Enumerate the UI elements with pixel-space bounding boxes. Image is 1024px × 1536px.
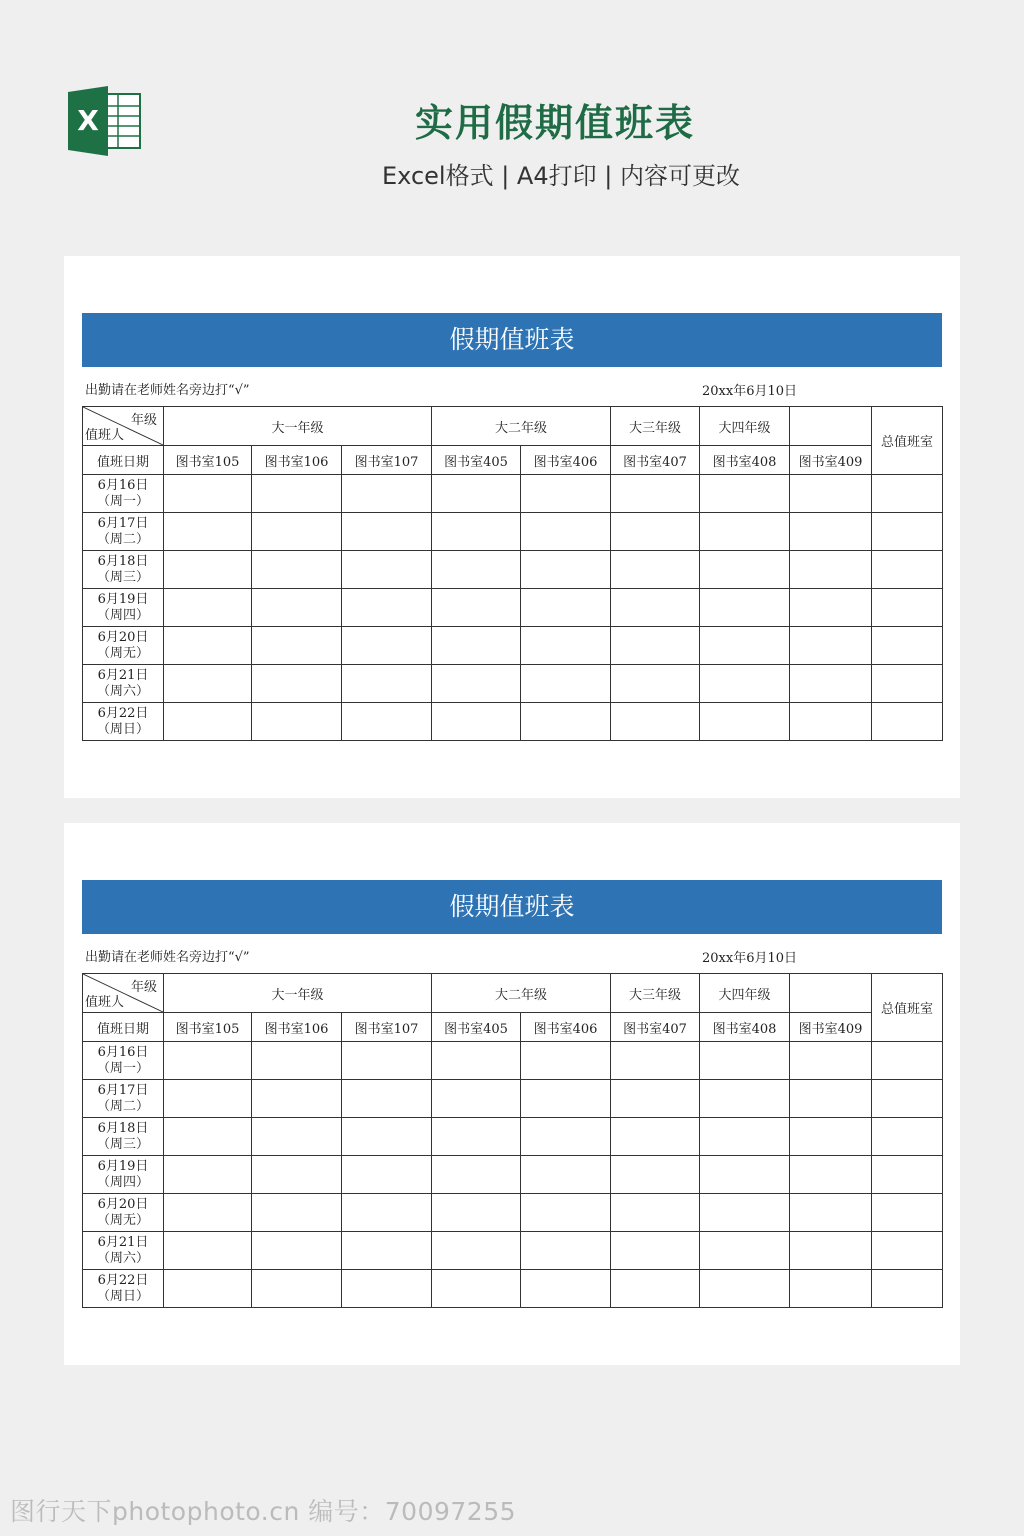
duty-cell[interactable] — [790, 703, 872, 741]
duty-cell[interactable] — [342, 703, 432, 741]
duty-cell[interactable] — [521, 1156, 611, 1194]
sheet-note: 出勤请在老师姓名旁边打“√” — [85, 383, 250, 398]
duty-cell[interactable] — [164, 1232, 252, 1270]
duty-cell[interactable] — [790, 1270, 872, 1308]
duty-cell[interactable] — [700, 1194, 790, 1232]
duty-cell[interactable] — [432, 551, 521, 589]
corner-header — [83, 974, 164, 1013]
duty-cell[interactable] — [252, 513, 342, 551]
duty-cell[interactable] — [872, 1194, 943, 1232]
duty-date-cell — [83, 627, 164, 665]
duty-cell[interactable] — [252, 1232, 342, 1270]
duty-cell[interactable] — [611, 1118, 700, 1156]
table-row — [83, 1232, 943, 1270]
duty-cell[interactable] — [432, 703, 521, 741]
duty-cell[interactable] — [700, 551, 790, 589]
room-header: 图书室409 — [790, 1013, 872, 1042]
table-row — [83, 513, 943, 551]
duty-date: 6月19日 — [97, 591, 149, 607]
duty-weekday: （周日） — [96, 1288, 149, 1304]
duty-date-cell — [83, 1080, 164, 1118]
duty-cell[interactable] — [611, 475, 700, 513]
duty-cell[interactable] — [700, 475, 790, 513]
duty-cell[interactable] — [521, 475, 611, 513]
grade-header: 大一年级 — [164, 974, 432, 1013]
table-row — [83, 1080, 943, 1118]
room-header: 图书室405 — [432, 1013, 521, 1042]
duty-date-cell — [83, 551, 164, 589]
duty-cell[interactable] — [252, 1270, 342, 1308]
duty-weekday: （周一） — [96, 1060, 149, 1076]
duty-cell[interactable] — [164, 1270, 252, 1308]
duty-weekday: （周六） — [96, 1250, 149, 1266]
duty-cell[interactable] — [432, 1194, 521, 1232]
duty-date: 6月21日 — [97, 1234, 149, 1250]
duty-cell[interactable] — [342, 1232, 432, 1270]
duty-date-cell — [83, 1042, 164, 1080]
sheet-banner: 假期值班表 — [82, 313, 942, 367]
corner-header — [83, 407, 164, 446]
grade-header: 大三年级 — [611, 407, 700, 446]
duty-cell[interactable] — [521, 1042, 611, 1080]
duty-date-cell — [83, 589, 164, 627]
duty-date: 6月18日 — [97, 553, 149, 569]
duty-cell[interactable] — [790, 551, 872, 589]
duty-cell[interactable] — [252, 551, 342, 589]
duty-cell[interactable] — [252, 1156, 342, 1194]
duty-cell[interactable] — [342, 1080, 432, 1118]
table-row — [83, 665, 943, 703]
duty-weekday: （周无） — [96, 645, 149, 661]
table-row — [83, 703, 943, 741]
duty-cell[interactable] — [700, 703, 790, 741]
duty-cell[interactable] — [700, 1156, 790, 1194]
grade-header: 大四年级 — [700, 974, 790, 1013]
duty-date: 6月18日 — [97, 1120, 149, 1136]
duty-date: 6月22日 — [97, 705, 149, 721]
duty-cell[interactable] — [252, 589, 342, 627]
duty-cell[interactable] — [164, 1194, 252, 1232]
room-header: 图书室105 — [164, 1013, 252, 1042]
sheet-note: 出勤请在老师姓名旁边打“√” — [85, 950, 250, 965]
duty-cell[interactable] — [611, 513, 700, 551]
duty-cell[interactable] — [700, 665, 790, 703]
duty-date-cell — [83, 475, 164, 513]
duty-cell[interactable] — [432, 1232, 521, 1270]
duty-date: 6月16日 — [97, 1044, 149, 1060]
duty-date-cell — [83, 703, 164, 741]
duty-date-cell — [83, 513, 164, 551]
duty-table — [82, 973, 943, 1308]
room-header: 图书室408 — [700, 446, 790, 475]
table-row — [83, 551, 943, 589]
duty-cell[interactable] — [342, 627, 432, 665]
duty-weekday: （周三） — [96, 1136, 149, 1152]
duty-cell[interactable] — [432, 1042, 521, 1080]
duty-cell[interactable] — [872, 1042, 943, 1080]
duty-date-cell — [83, 1232, 164, 1270]
duty-cell[interactable] — [872, 589, 943, 627]
duty-date-cell — [83, 1118, 164, 1156]
duty-weekday: （周日） — [96, 721, 149, 737]
duty-cell[interactable] — [611, 1042, 700, 1080]
duty-cell[interactable] — [790, 513, 872, 551]
duty-cell[interactable] — [872, 1080, 943, 1118]
duty-cell[interactable] — [872, 513, 943, 551]
duty-cell[interactable] — [252, 475, 342, 513]
corner-grade-label: 年级 — [130, 980, 157, 995]
duty-cell[interactable] — [164, 1118, 252, 1156]
duty-cell[interactable] — [521, 1194, 611, 1232]
room-header: 图书室406 — [521, 1013, 611, 1042]
duty-cell[interactable] — [700, 1232, 790, 1270]
duty-cell[interactable] — [872, 1270, 943, 1308]
duty-cell[interactable] — [342, 475, 432, 513]
duty-cell[interactable] — [790, 665, 872, 703]
duty-cell[interactable] — [790, 627, 872, 665]
table-row — [83, 1156, 943, 1194]
duty-cell[interactable] — [164, 1080, 252, 1118]
total-duty-header: 总值班室 — [872, 974, 943, 1042]
duty-date-cell — [83, 1270, 164, 1308]
room-header: 图书室407 — [611, 1013, 700, 1042]
duty-date: 6月20日 — [97, 1196, 149, 1212]
duty-cell[interactable] — [872, 627, 943, 665]
duty-cell[interactable] — [342, 551, 432, 589]
duty-weekday: （周四） — [96, 607, 149, 623]
duty-cell[interactable] — [342, 665, 432, 703]
duty-cell[interactable] — [521, 703, 611, 741]
duty-cell[interactable] — [252, 1118, 342, 1156]
duty-cell[interactable] — [521, 513, 611, 551]
date-column-header: 值班日期 — [83, 1013, 164, 1042]
duty-cell[interactable] — [164, 513, 252, 551]
duty-cell[interactable] — [611, 1080, 700, 1118]
duty-date: 6月21日 — [97, 667, 149, 683]
room-header: 图书室408 — [700, 1013, 790, 1042]
duty-date: 6月22日 — [97, 1272, 149, 1288]
duty-cell[interactable] — [700, 513, 790, 551]
duty-weekday: （周一） — [96, 493, 149, 509]
excel-logo-letter: X — [77, 104, 99, 137]
duty-cell[interactable] — [872, 551, 943, 589]
date-column-header: 值班日期 — [83, 446, 164, 475]
grade-header: 大四年级 — [700, 407, 790, 446]
duty-cell[interactable] — [432, 1080, 521, 1118]
duty-cell[interactable] — [521, 1270, 611, 1308]
duty-cell[interactable] — [872, 665, 943, 703]
duty-cell[interactable] — [521, 1080, 611, 1118]
duty-cell[interactable] — [611, 1156, 700, 1194]
duty-cell[interactable] — [790, 1194, 872, 1232]
duty-weekday: （周二） — [96, 1098, 149, 1114]
table-row — [83, 627, 943, 665]
watermark: 图行天下photophoto.cn 编号：70097255 — [10, 1497, 517, 1526]
duty-cell[interactable] — [432, 513, 521, 551]
room-header: 图书室407 — [611, 446, 700, 475]
duty-cell[interactable] — [790, 1080, 872, 1118]
corner-staff-label: 值班人 — [85, 428, 125, 443]
duty-weekday: （周无） — [96, 1212, 149, 1228]
room-header: 图书室406 — [521, 446, 611, 475]
page-title: 实用假期值班表 — [414, 101, 695, 145]
duty-cell[interactable] — [432, 1118, 521, 1156]
room-header: 图书室106 — [252, 1013, 342, 1042]
duty-cell[interactable] — [700, 1118, 790, 1156]
duty-cell[interactable] — [790, 1232, 872, 1270]
duty-cell[interactable] — [611, 1194, 700, 1232]
duty-weekday: （周四） — [96, 1174, 149, 1190]
duty-weekday: （周三） — [96, 569, 149, 585]
sheet-date: 20xx年6月10日 — [702, 384, 798, 399]
duty-cell[interactable] — [164, 551, 252, 589]
duty-date: 6月19日 — [97, 1158, 149, 1174]
duty-sheet-2 — [64, 823, 960, 1365]
duty-cell[interactable] — [872, 1156, 943, 1194]
room-header: 图书室107 — [342, 446, 432, 475]
duty-cell[interactable] — [252, 1080, 342, 1118]
grade-header: 大二年级 — [432, 974, 611, 1013]
room-header: 图书室105 — [164, 446, 252, 475]
duty-cell[interactable] — [164, 475, 252, 513]
grade-header — [790, 407, 872, 446]
duty-date: 6月17日 — [97, 515, 149, 531]
duty-cell[interactable] — [164, 1042, 252, 1080]
duty-cell[interactable] — [252, 627, 342, 665]
duty-cell[interactable] — [342, 1042, 432, 1080]
duty-cell[interactable] — [872, 1118, 943, 1156]
corner-staff-label: 值班人 — [85, 995, 125, 1010]
duty-cell[interactable] — [342, 513, 432, 551]
duty-cell[interactable] — [342, 1156, 432, 1194]
duty-cell[interactable] — [521, 1232, 611, 1270]
duty-cell[interactable] — [521, 627, 611, 665]
duty-cell[interactable] — [252, 1042, 342, 1080]
duty-date: 6月17日 — [97, 1082, 149, 1098]
duty-weekday: （周六） — [96, 683, 149, 699]
table-row — [83, 475, 943, 513]
duty-cell[interactable] — [432, 475, 521, 513]
grade-header: 大一年级 — [164, 407, 432, 446]
duty-cell[interactable] — [432, 1156, 521, 1194]
duty-cell[interactable] — [872, 475, 943, 513]
duty-cell[interactable] — [611, 703, 700, 741]
table-row — [83, 1270, 943, 1308]
duty-cell[interactable] — [790, 1042, 872, 1080]
duty-cell[interactable] — [872, 703, 943, 741]
duty-cell[interactable] — [872, 1232, 943, 1270]
duty-cell[interactable] — [252, 1194, 342, 1232]
duty-cell[interactable] — [342, 1118, 432, 1156]
grade-header: 大三年级 — [611, 974, 700, 1013]
duty-cell[interactable] — [700, 589, 790, 627]
duty-cell[interactable] — [252, 665, 342, 703]
duty-cell[interactable] — [611, 589, 700, 627]
room-header: 图书室107 — [342, 1013, 432, 1042]
duty-cell[interactable] — [611, 627, 700, 665]
duty-cell[interactable] — [611, 1270, 700, 1308]
duty-cell[interactable] — [342, 1270, 432, 1308]
table-row — [83, 1118, 943, 1156]
table-row — [83, 1042, 943, 1080]
duty-cell[interactable] — [164, 665, 252, 703]
duty-cell[interactable] — [790, 1156, 872, 1194]
table-row — [83, 1194, 943, 1232]
duty-cell[interactable] — [432, 665, 521, 703]
duty-date: 6月20日 — [97, 629, 149, 645]
duty-cell[interactable] — [790, 589, 872, 627]
duty-cell[interactable] — [700, 627, 790, 665]
duty-cell[interactable] — [432, 627, 521, 665]
duty-cell[interactable] — [611, 665, 700, 703]
duty-cell[interactable] — [700, 1080, 790, 1118]
duty-cell[interactable] — [521, 665, 611, 703]
sheet-banner: 假期值班表 — [82, 880, 942, 934]
duty-cell[interactable] — [252, 703, 342, 741]
duty-cell[interactable] — [432, 589, 521, 627]
duty-cell[interactable] — [790, 475, 872, 513]
grade-header — [790, 974, 872, 1013]
page-subtitle: Excel格式 | A4打印 | 内容可更改 — [382, 162, 740, 190]
duty-sheet-1 — [64, 256, 960, 798]
duty-cell[interactable] — [521, 1118, 611, 1156]
grade-header: 大二年级 — [432, 407, 611, 446]
duty-date-cell — [83, 1156, 164, 1194]
duty-cell[interactable] — [611, 1232, 700, 1270]
duty-table — [82, 406, 943, 741]
duty-cell[interactable] — [164, 703, 252, 741]
duty-cell[interactable] — [700, 1042, 790, 1080]
duty-cell[interactable] — [342, 589, 432, 627]
room-header: 图书室405 — [432, 446, 521, 475]
room-header: 图书室409 — [790, 446, 872, 475]
duty-date: 6月16日 — [97, 477, 149, 493]
total-duty-header: 总值班室 — [872, 407, 943, 475]
duty-cell[interactable] — [790, 1118, 872, 1156]
duty-cell[interactable] — [164, 589, 252, 627]
duty-weekday: （周二） — [96, 531, 149, 547]
duty-cell[interactable] — [521, 551, 611, 589]
corner-grade-label: 年级 — [130, 413, 157, 428]
duty-date-cell — [83, 665, 164, 703]
duty-cell[interactable] — [164, 627, 252, 665]
duty-cell[interactable] — [432, 1270, 521, 1308]
room-header: 图书室106 — [252, 446, 342, 475]
sheet-date: 20xx年6月10日 — [702, 951, 798, 966]
duty-cell[interactable] — [521, 589, 611, 627]
duty-cell[interactable] — [342, 1194, 432, 1232]
duty-cell[interactable] — [700, 1270, 790, 1308]
duty-cell[interactable] — [164, 1156, 252, 1194]
table-row — [83, 589, 943, 627]
duty-date-cell — [83, 1194, 164, 1232]
duty-cell[interactable] — [611, 551, 700, 589]
